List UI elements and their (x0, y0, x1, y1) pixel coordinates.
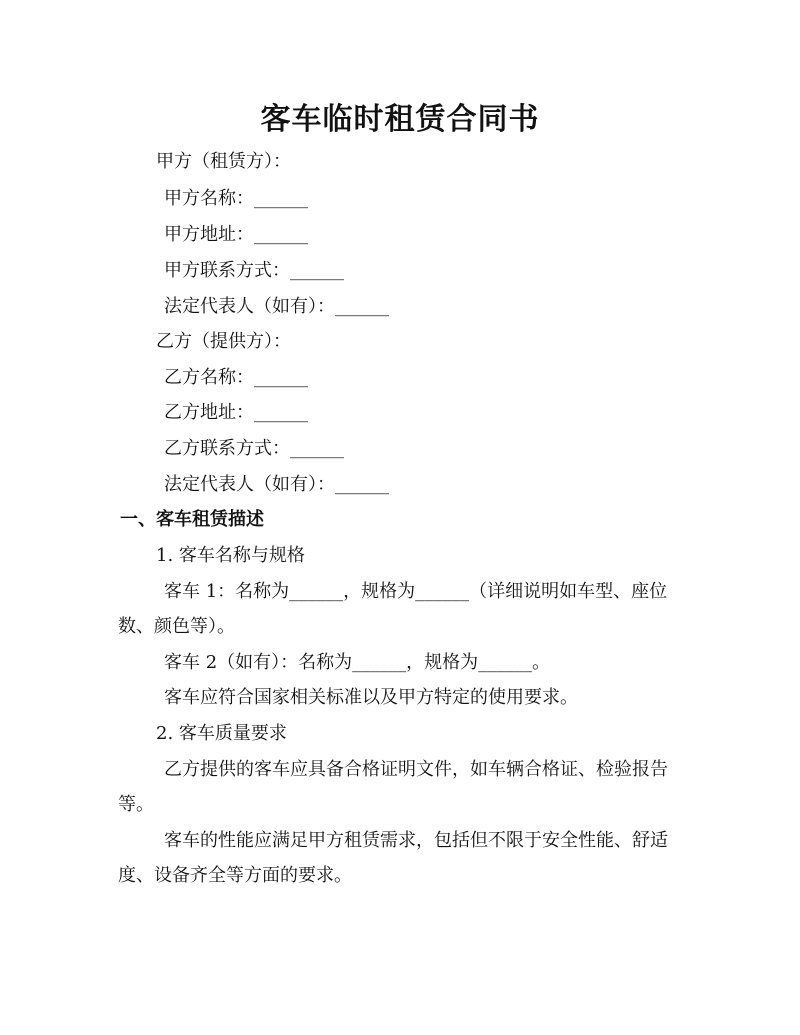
party-b-heading: 乙方（提供方）： (156, 331, 291, 352)
party-a-name: 甲方名称：______ (164, 188, 308, 209)
vehicle-2-spec: 客车 2（如有）：名称为______，规格为______。 (164, 652, 551, 673)
vehicle-1-spec-line1: 客车 1：名称为______，规格为______（详细说明如车型、座位 (164, 581, 668, 602)
certificate-line2: 等。 (118, 794, 154, 815)
party-a-address: 甲方地址：______ (164, 224, 308, 245)
performance-line1: 客车的性能应满足甲方租赁需求，包括但不限于安全性能、舒适 (164, 830, 668, 851)
party-b-contact: 乙方联系方式：______ (164, 438, 344, 459)
party-a-heading: 甲方（租赁方）： (156, 151, 291, 172)
party-b-representative: 法定代表人（如有）：______ (164, 474, 389, 495)
performance-line2: 度、设备齐全等方面的要求。 (118, 865, 352, 886)
document-title: 客车临时租赁合同书 (260, 102, 540, 137)
item-2-heading: 2. 客车质量要求 (156, 723, 287, 744)
vehicle-1-spec-line2: 数、颜色等）。 (118, 616, 235, 637)
party-a-contact: 甲方联系方式：______ (164, 260, 344, 281)
section-1-heading: 一、客车租赁描述 (120, 509, 264, 530)
vehicle-standard: 客车应符合国家相关标准以及甲方特定的使用要求。 (164, 687, 578, 708)
certificate-line1: 乙方提供的客车应具备合格证明文件，如车辆合格证、检验报告 (164, 759, 668, 780)
party-b-name: 乙方名称：______ (164, 367, 308, 388)
item-1-heading: 1. 客车名称与规格 (156, 545, 305, 566)
party-b-address: 乙方地址：______ (164, 402, 308, 423)
party-a-representative: 法定代表人（如有）：______ (164, 296, 389, 317)
